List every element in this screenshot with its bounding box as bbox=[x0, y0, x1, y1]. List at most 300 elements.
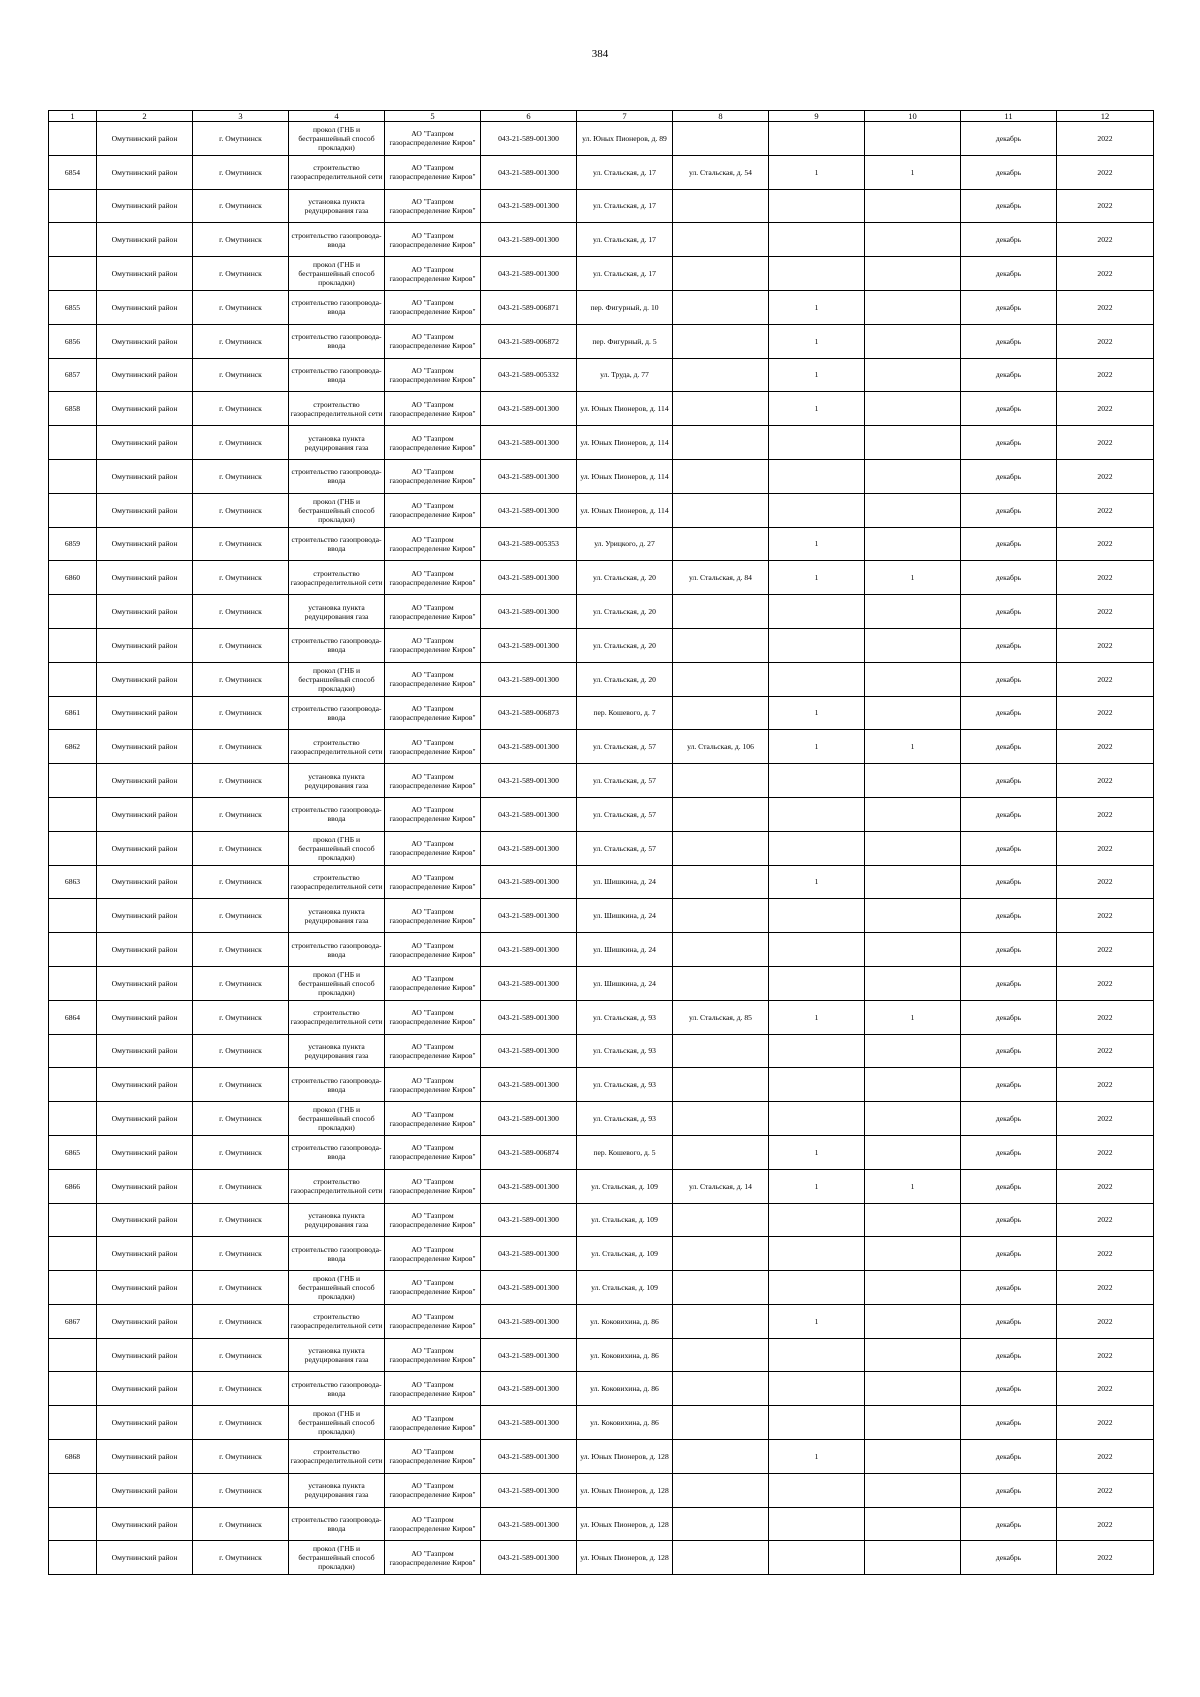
table-cell-col-12: 2022 bbox=[1057, 223, 1154, 257]
table-cell-col-3: г. Омутнинск bbox=[193, 1304, 289, 1338]
table-cell-col-8 bbox=[673, 1203, 769, 1237]
table-cell-col-6: 043-21-589-001300 bbox=[481, 459, 577, 493]
table-cell-col-6: 043-21-589-001300 bbox=[481, 1000, 577, 1034]
table-cell-col-8 bbox=[673, 459, 769, 493]
table-cell-col-8 bbox=[673, 865, 769, 899]
table-cell-col-7: ул. Стальская, д. 17 bbox=[577, 189, 673, 223]
table-cell-col-11: декабрь bbox=[961, 561, 1057, 595]
table-cell-col-12: 2022 bbox=[1057, 1102, 1154, 1136]
table-cell-col-1 bbox=[49, 223, 97, 257]
table-cell-col-4: строительство газораспределительной сети bbox=[289, 865, 385, 899]
table-row bbox=[49, 1338, 1154, 1372]
table-cell-col-7: ул. Юных Пионеров, д. 89 bbox=[577, 122, 673, 156]
table-cell-col-1: 6863 bbox=[49, 865, 97, 899]
table-cell-col-11: декабрь bbox=[961, 1169, 1057, 1203]
table-cell-col-6: 043-21-589-001300 bbox=[481, 1034, 577, 1068]
table-cell-col-3: г. Омутнинск bbox=[193, 459, 289, 493]
table-cell-col-6: 043-21-589-006874 bbox=[481, 1135, 577, 1169]
table-cell-col-4: строительство газораспределительной сети bbox=[289, 730, 385, 764]
table-cell-col-6: 043-21-589-001300 bbox=[481, 561, 577, 595]
table-cell-col-7: ул. Стальская, д. 109 bbox=[577, 1169, 673, 1203]
column-header-5: 5 bbox=[385, 111, 481, 122]
table-cell-col-12: 2022 bbox=[1057, 1507, 1154, 1541]
table-row bbox=[49, 392, 1154, 426]
table-cell-col-4: установка пункта редуцирования газа bbox=[289, 595, 385, 629]
table-cell-col-6: 043-21-589-005353 bbox=[481, 527, 577, 561]
table-cell-col-11: декабрь bbox=[961, 662, 1057, 696]
table-cell-col-7: ул. Коковихина, д. 86 bbox=[577, 1372, 673, 1406]
table-cell-col-4: прокол (ГНБ и бестраншейный способ прокладки) bbox=[289, 122, 385, 156]
table-cell-col-10 bbox=[865, 493, 961, 527]
table-cell-col-1: 6868 bbox=[49, 1440, 97, 1474]
table-cell-col-10 bbox=[865, 1440, 961, 1474]
table-cell-col-8 bbox=[673, 696, 769, 730]
table-cell-col-4: установка пункта редуцирования газа bbox=[289, 1473, 385, 1507]
table-cell-col-6: 043-21-589-001300 bbox=[481, 628, 577, 662]
table-cell-col-11: декабрь bbox=[961, 122, 1057, 156]
table-row bbox=[49, 561, 1154, 595]
page-number: 384 bbox=[591, 48, 609, 60]
table-row bbox=[49, 764, 1154, 798]
table-cell-col-4: строительство газораспределительной сети bbox=[289, 1440, 385, 1474]
table-cell-col-10 bbox=[865, 459, 961, 493]
table-cell-col-8: ул. Стальская, д. 84 bbox=[673, 561, 769, 595]
table-cell-col-6: 043-21-589-001300 bbox=[481, 797, 577, 831]
table-cell-col-7: пер. Кошевого, д. 5 bbox=[577, 1135, 673, 1169]
table-cell-col-6: 043-21-589-001300 bbox=[481, 189, 577, 223]
table-cell-col-3: г. Омутнинск bbox=[193, 1406, 289, 1440]
column-header-10: 10 bbox=[865, 111, 961, 122]
table-cell-col-1: 6867 bbox=[49, 1304, 97, 1338]
table-cell-col-12: 2022 bbox=[1057, 1338, 1154, 1372]
table-cell-col-10 bbox=[865, 1271, 961, 1305]
table-cell-col-12: 2022 bbox=[1057, 1440, 1154, 1474]
table-cell-col-4: строительство газопровода-ввода bbox=[289, 933, 385, 967]
table-cell-col-1 bbox=[49, 933, 97, 967]
table-cell-col-8 bbox=[673, 1507, 769, 1541]
table-cell-col-7: ул. Юных Пионеров, д. 114 bbox=[577, 493, 673, 527]
table-cell-col-10 bbox=[865, 1507, 961, 1541]
table-cell-col-4: строительство газораспределительной сети bbox=[289, 1304, 385, 1338]
table-cell-col-2: Омутнинский район bbox=[97, 1406, 193, 1440]
table-cell-col-8 bbox=[673, 189, 769, 223]
table-cell-col-1 bbox=[49, 1203, 97, 1237]
table-row bbox=[49, 797, 1154, 831]
table-cell-col-11: декабрь bbox=[961, 527, 1057, 561]
header-row bbox=[49, 111, 1154, 122]
table-cell-col-12: 2022 bbox=[1057, 899, 1154, 933]
table-cell-col-11: декабрь bbox=[961, 628, 1057, 662]
table-cell-col-7: ул. Юных Пионеров, д. 128 bbox=[577, 1541, 673, 1575]
table-cell-col-6: 043-21-589-001300 bbox=[481, 1102, 577, 1136]
table-cell-col-1 bbox=[49, 257, 97, 291]
table-cell-col-9: 1 bbox=[769, 1000, 865, 1034]
table-cell-col-6: 043-21-589-001300 bbox=[481, 1203, 577, 1237]
table-cell-col-10: 1 bbox=[865, 561, 961, 595]
table-cell-col-1 bbox=[49, 662, 97, 696]
table-cell-col-3: г. Омутнинск bbox=[193, 155, 289, 189]
table-cell-col-12: 2022 bbox=[1057, 257, 1154, 291]
table-cell-col-5: АО "Газпром газораспределение Киров" bbox=[385, 662, 481, 696]
table-cell-col-4: установка пункта редуцирования газа bbox=[289, 1203, 385, 1237]
table-cell-col-4: строительство газопровода-ввода bbox=[289, 459, 385, 493]
table-cell-col-3: г. Омутнинск bbox=[193, 1135, 289, 1169]
table-cell-col-12: 2022 bbox=[1057, 426, 1154, 460]
table-cell-col-11: декабрь bbox=[961, 324, 1057, 358]
table-cell-col-4: прокол (ГНБ и бестраншейный способ прокладки) bbox=[289, 966, 385, 1000]
table-row bbox=[49, 831, 1154, 865]
table-cell-col-2: Омутнинский район bbox=[97, 966, 193, 1000]
table-cell-col-5: АО "Газпром газораспределение Киров" bbox=[385, 155, 481, 189]
table-cell-col-6: 043-21-589-001300 bbox=[481, 1338, 577, 1372]
table-cell-col-8 bbox=[673, 1271, 769, 1305]
table-cell-col-9 bbox=[769, 1237, 865, 1271]
table-cell-col-6: 043-21-589-001300 bbox=[481, 1304, 577, 1338]
table-cell-col-5: АО "Газпром газораспределение Киров" bbox=[385, 290, 481, 324]
table-cell-col-5: АО "Газпром газораспределение Киров" bbox=[385, 628, 481, 662]
column-header-9: 9 bbox=[769, 111, 865, 122]
table-cell-col-6: 043-21-589-001300 bbox=[481, 1406, 577, 1440]
table-cell-col-9 bbox=[769, 764, 865, 798]
table-cell-col-3: г. Омутнинск bbox=[193, 730, 289, 764]
table-cell-col-3: г. Омутнинск bbox=[193, 122, 289, 156]
table-cell-col-8: ул. Стальская, д. 14 bbox=[673, 1169, 769, 1203]
table-cell-col-10 bbox=[865, 696, 961, 730]
table-cell-col-11: декабрь bbox=[961, 1068, 1057, 1102]
table-cell-col-8 bbox=[673, 628, 769, 662]
table-cell-col-5: АО "Газпром газораспределение Киров" bbox=[385, 324, 481, 358]
table-cell-col-7: ул. Шишкина, д. 24 bbox=[577, 899, 673, 933]
table-cell-col-5: АО "Газпром газораспределение Киров" bbox=[385, 1237, 481, 1271]
table-cell-col-10 bbox=[865, 1034, 961, 1068]
table-cell-col-7: ул. Стальская, д. 57 bbox=[577, 831, 673, 865]
table-cell-col-11: декабрь bbox=[961, 189, 1057, 223]
table-cell-col-1: 6865 bbox=[49, 1135, 97, 1169]
table-cell-col-9: 1 bbox=[769, 155, 865, 189]
table-cell-col-7: ул. Стальская, д. 93 bbox=[577, 1034, 673, 1068]
table-cell-col-4: строительство газопровода-ввода bbox=[289, 358, 385, 392]
table-cell-col-4: установка пункта редуцирования газа bbox=[289, 1034, 385, 1068]
table-row bbox=[49, 1135, 1154, 1169]
table-cell-col-1 bbox=[49, 899, 97, 933]
table-cell-col-2: Омутнинский район bbox=[97, 831, 193, 865]
table-cell-col-9 bbox=[769, 189, 865, 223]
table-cell-col-3: г. Омутнинск bbox=[193, 1372, 289, 1406]
table-cell-col-7: ул. Юных Пионеров, д. 128 bbox=[577, 1473, 673, 1507]
table-cell-col-7: ул. Урицкого, д. 27 bbox=[577, 527, 673, 561]
table-cell-col-10 bbox=[865, 122, 961, 156]
table-row bbox=[49, 899, 1154, 933]
table-cell-col-12: 2022 bbox=[1057, 1406, 1154, 1440]
table-cell-col-11: декабрь bbox=[961, 865, 1057, 899]
table-cell-col-12: 2022 bbox=[1057, 966, 1154, 1000]
table-cell-col-1 bbox=[49, 1102, 97, 1136]
table-cell-col-5: АО "Газпром газораспределение Киров" bbox=[385, 426, 481, 460]
table-cell-col-6: 043-21-589-001300 bbox=[481, 493, 577, 527]
table-cell-col-12: 2022 bbox=[1057, 1372, 1154, 1406]
table-cell-col-5: АО "Газпром газораспределение Киров" bbox=[385, 1541, 481, 1575]
table-cell-col-10 bbox=[865, 1372, 961, 1406]
table-cell-col-11: декабрь bbox=[961, 1034, 1057, 1068]
table-cell-col-1 bbox=[49, 1507, 97, 1541]
table-row bbox=[49, 358, 1154, 392]
table-cell-col-11: декабрь bbox=[961, 1440, 1057, 1474]
table-cell-col-6: 043-21-589-001300 bbox=[481, 122, 577, 156]
table-cell-col-10 bbox=[865, 1541, 961, 1575]
table-cell-col-8 bbox=[673, 426, 769, 460]
table-cell-col-8 bbox=[673, 324, 769, 358]
table-cell-col-12: 2022 bbox=[1057, 865, 1154, 899]
table-cell-col-10 bbox=[865, 595, 961, 629]
table-cell-col-1: 6862 bbox=[49, 730, 97, 764]
table-cell-col-12: 2022 bbox=[1057, 764, 1154, 798]
table-cell-col-11: декабрь bbox=[961, 966, 1057, 1000]
table-cell-col-5: АО "Газпром газораспределение Киров" bbox=[385, 392, 481, 426]
table-cell-col-8: ул. Стальская, д. 85 bbox=[673, 1000, 769, 1034]
table-row bbox=[49, 730, 1154, 764]
table-cell-col-4: установка пункта редуцирования газа bbox=[289, 426, 385, 460]
table-cell-col-11: декабрь bbox=[961, 1271, 1057, 1305]
table-cell-col-8 bbox=[673, 595, 769, 629]
table-cell-col-4: прокол (ГНБ и бестраншейный способ прокладки) bbox=[289, 257, 385, 291]
table-cell-col-1: 6861 bbox=[49, 696, 97, 730]
table-cell-col-7: ул. Шишкина, д. 24 bbox=[577, 865, 673, 899]
table-cell-col-1 bbox=[49, 459, 97, 493]
table-row bbox=[49, 696, 1154, 730]
table-cell-col-9 bbox=[769, 1507, 865, 1541]
table-cell-col-2: Омутнинский район bbox=[97, 865, 193, 899]
table-cell-col-2: Омутнинский район bbox=[97, 122, 193, 156]
table-cell-col-12: 2022 bbox=[1057, 459, 1154, 493]
table-cell-col-2: Омутнинский район bbox=[97, 324, 193, 358]
table-cell-col-6: 043-21-589-001300 bbox=[481, 899, 577, 933]
table-cell-col-9: 1 bbox=[769, 865, 865, 899]
table-cell-col-8 bbox=[673, 1440, 769, 1474]
table-cell-col-4: строительство газопровода-ввода bbox=[289, 223, 385, 257]
table-cell-col-6: 043-21-589-006872 bbox=[481, 324, 577, 358]
table-cell-col-9 bbox=[769, 831, 865, 865]
table-cell-col-9: 1 bbox=[769, 696, 865, 730]
table-row bbox=[49, 122, 1154, 156]
table-row bbox=[49, 662, 1154, 696]
table-cell-col-1 bbox=[49, 1473, 97, 1507]
table-cell-col-8 bbox=[673, 257, 769, 291]
table-cell-col-9 bbox=[769, 1203, 865, 1237]
table-cell-col-6: 043-21-589-006871 bbox=[481, 290, 577, 324]
table-cell-col-9: 1 bbox=[769, 1135, 865, 1169]
table-header bbox=[49, 111, 1154, 122]
table-cell-col-4: установка пункта редуцирования газа bbox=[289, 899, 385, 933]
table-cell-col-8 bbox=[673, 527, 769, 561]
table-cell-col-8 bbox=[673, 933, 769, 967]
table-cell-col-12: 2022 bbox=[1057, 155, 1154, 189]
table-cell-col-2: Омутнинский район bbox=[97, 155, 193, 189]
table-row bbox=[49, 1034, 1154, 1068]
table-cell-col-12: 2022 bbox=[1057, 527, 1154, 561]
table-cell-col-8 bbox=[673, 1406, 769, 1440]
table-cell-col-6: 043-21-589-005332 bbox=[481, 358, 577, 392]
table-cell-col-8 bbox=[673, 223, 769, 257]
table-cell-col-6: 043-21-589-001300 bbox=[481, 392, 577, 426]
table-cell-col-5: АО "Газпром газораспределение Киров" bbox=[385, 1473, 481, 1507]
table-cell-col-11: декабрь bbox=[961, 426, 1057, 460]
table-cell-col-4: строительство газопровода-ввода bbox=[289, 1068, 385, 1102]
table-cell-col-10 bbox=[865, 426, 961, 460]
table-cell-col-3: г. Омутнинск bbox=[193, 696, 289, 730]
column-header-6: 6 bbox=[481, 111, 577, 122]
table-cell-col-2: Омутнинский район bbox=[97, 1034, 193, 1068]
table-cell-col-12: 2022 bbox=[1057, 1541, 1154, 1575]
table-cell-col-10 bbox=[865, 966, 961, 1000]
table-cell-col-10 bbox=[865, 1473, 961, 1507]
table-row bbox=[49, 1440, 1154, 1474]
table-cell-col-4: установка пункта редуцирования газа bbox=[289, 1338, 385, 1372]
table-cell-col-3: г. Омутнинск bbox=[193, 189, 289, 223]
table-cell-col-11: декабрь bbox=[961, 1304, 1057, 1338]
table-row bbox=[49, 459, 1154, 493]
table-cell-col-1: 6864 bbox=[49, 1000, 97, 1034]
table-cell-col-5: АО "Газпром газораспределение Киров" bbox=[385, 1135, 481, 1169]
table-cell-col-10 bbox=[865, 764, 961, 798]
table-cell-col-5: АО "Газпром газораспределение Киров" bbox=[385, 865, 481, 899]
table-cell-col-6: 043-21-589-001300 bbox=[481, 865, 577, 899]
table-cell-col-9 bbox=[769, 662, 865, 696]
table-cell-col-6: 043-21-589-001300 bbox=[481, 1237, 577, 1271]
table-cell-col-1: 6856 bbox=[49, 324, 97, 358]
table-cell-col-10 bbox=[865, 1237, 961, 1271]
table-cell-col-6: 043-21-589-001300 bbox=[481, 1440, 577, 1474]
table-cell-col-1 bbox=[49, 1034, 97, 1068]
table-cell-col-4: строительство газораспределительной сети bbox=[289, 155, 385, 189]
table-cell-col-9 bbox=[769, 1271, 865, 1305]
table-cell-col-6: 043-21-589-001300 bbox=[481, 1541, 577, 1575]
table-cell-col-5: АО "Газпром газораспределение Киров" bbox=[385, 1203, 481, 1237]
table-cell-col-3: г. Омутнинск bbox=[193, 426, 289, 460]
table-cell-col-2: Омутнинский район bbox=[97, 426, 193, 460]
table-cell-col-1: 6858 bbox=[49, 392, 97, 426]
table-cell-col-1 bbox=[49, 1338, 97, 1372]
table-row bbox=[49, 1372, 1154, 1406]
table-row bbox=[49, 527, 1154, 561]
table-cell-col-10 bbox=[865, 257, 961, 291]
table-cell-col-7: ул. Коковихина, д. 86 bbox=[577, 1338, 673, 1372]
table-cell-col-3: г. Омутнинск bbox=[193, 1000, 289, 1034]
table-cell-col-3: г. Омутнинск bbox=[193, 1034, 289, 1068]
table-cell-col-7: пер. Фигурный, д. 5 bbox=[577, 324, 673, 358]
table-cell-col-5: АО "Газпром газораспределение Киров" bbox=[385, 561, 481, 595]
table-cell-col-9 bbox=[769, 1541, 865, 1575]
table-cell-col-1: 6857 bbox=[49, 358, 97, 392]
table-cell-col-2: Омутнинский район bbox=[97, 1237, 193, 1271]
table-cell-col-6: 043-21-589-001300 bbox=[481, 595, 577, 629]
table-cell-col-1: 6855 bbox=[49, 290, 97, 324]
table-row bbox=[49, 1406, 1154, 1440]
table-cell-col-1 bbox=[49, 1541, 97, 1575]
table-cell-col-10: 1 bbox=[865, 155, 961, 189]
table-cell-col-12: 2022 bbox=[1057, 831, 1154, 865]
table-cell-col-9: 1 bbox=[769, 1304, 865, 1338]
table-cell-col-10: 1 bbox=[865, 730, 961, 764]
table-cell-col-6: 043-21-589-001300 bbox=[481, 966, 577, 1000]
table-cell-col-5: АО "Газпром газораспределение Киров" bbox=[385, 1338, 481, 1372]
table-cell-col-7: ул. Коковихина, д. 86 bbox=[577, 1304, 673, 1338]
table-cell-col-3: г. Омутнинск bbox=[193, 831, 289, 865]
table-cell-col-12: 2022 bbox=[1057, 1068, 1154, 1102]
table-row bbox=[49, 595, 1154, 629]
table-row bbox=[49, 865, 1154, 899]
table-cell-col-3: г. Омутнинск bbox=[193, 1203, 289, 1237]
table-cell-col-10 bbox=[865, 290, 961, 324]
table-cell-col-4: строительство газораспределительной сети bbox=[289, 1169, 385, 1203]
table-cell-col-5: АО "Газпром газораспределение Киров" bbox=[385, 730, 481, 764]
table-cell-col-11: декабрь bbox=[961, 1135, 1057, 1169]
table-cell-col-7: ул. Стальская, д. 109 bbox=[577, 1237, 673, 1271]
table-cell-col-10 bbox=[865, 628, 961, 662]
table-cell-col-12: 2022 bbox=[1057, 189, 1154, 223]
table-cell-col-12: 2022 bbox=[1057, 595, 1154, 629]
table-cell-col-9 bbox=[769, 628, 865, 662]
table-cell-col-7: ул. Юных Пионеров, д. 114 bbox=[577, 426, 673, 460]
table-cell-col-9 bbox=[769, 1406, 865, 1440]
table-cell-col-5: АО "Газпром газораспределение Киров" bbox=[385, 223, 481, 257]
table-cell-col-11: декабрь bbox=[961, 290, 1057, 324]
table-cell-col-4: установка пункта редуцирования газа bbox=[289, 764, 385, 798]
table-cell-col-9: 1 bbox=[769, 290, 865, 324]
table-cell-col-5: АО "Газпром газораспределение Киров" bbox=[385, 527, 481, 561]
table-cell-col-1 bbox=[49, 831, 97, 865]
table-cell-col-5: АО "Газпром газораспределение Киров" bbox=[385, 1372, 481, 1406]
table-cell-col-8 bbox=[673, 1237, 769, 1271]
table-cell-col-4: строительство газопровода-ввода bbox=[289, 527, 385, 561]
table-cell-col-2: Омутнинский район bbox=[97, 392, 193, 426]
table-cell-col-7: ул. Стальская, д. 17 bbox=[577, 155, 673, 189]
table-cell-col-12: 2022 bbox=[1057, 1473, 1154, 1507]
table-cell-col-9: 1 bbox=[769, 324, 865, 358]
table-cell-col-2: Омутнинский район bbox=[97, 797, 193, 831]
table-cell-col-8 bbox=[673, 122, 769, 156]
table-cell-col-4: строительство газопровода-ввода bbox=[289, 324, 385, 358]
table-cell-col-1: 6859 bbox=[49, 527, 97, 561]
table-cell-col-11: декабрь bbox=[961, 730, 1057, 764]
table-cell-col-11: декабрь bbox=[961, 1473, 1057, 1507]
table-cell-col-8 bbox=[673, 966, 769, 1000]
table-cell-col-9 bbox=[769, 459, 865, 493]
table-cell-col-2: Омутнинский район bbox=[97, 257, 193, 291]
table-cell-col-2: Омутнинский район bbox=[97, 1102, 193, 1136]
table-cell-col-2: Омутнинский район bbox=[97, 1372, 193, 1406]
table-cell-col-10 bbox=[865, 1203, 961, 1237]
table-cell-col-2: Омутнинский район bbox=[97, 561, 193, 595]
table-cell-col-8 bbox=[673, 831, 769, 865]
table-cell-col-7: ул. Коковихина, д. 86 bbox=[577, 1406, 673, 1440]
table-cell-col-5: АО "Газпром газораспределение Киров" bbox=[385, 122, 481, 156]
table-cell-col-3: г. Омутнинск bbox=[193, 392, 289, 426]
table-cell-col-7: ул. Стальская, д. 93 bbox=[577, 1000, 673, 1034]
table-cell-col-4: прокол (ГНБ и бестраншейный способ прокладки) bbox=[289, 493, 385, 527]
table-cell-col-11: декабрь bbox=[961, 223, 1057, 257]
table-cell-col-5: АО "Газпром газораспределение Киров" bbox=[385, 1406, 481, 1440]
table-cell-col-6: 043-21-589-001300 bbox=[481, 662, 577, 696]
table-cell-col-1 bbox=[49, 764, 97, 798]
table-row bbox=[49, 324, 1154, 358]
table-cell-col-7: пер. Фигурный, д. 10 bbox=[577, 290, 673, 324]
table-cell-col-7: ул. Стальская, д. 109 bbox=[577, 1203, 673, 1237]
table-row bbox=[49, 1068, 1154, 1102]
table-cell-col-10 bbox=[865, 1102, 961, 1136]
table-cell-col-8 bbox=[673, 290, 769, 324]
table-cell-col-2: Омутнинский район bbox=[97, 1440, 193, 1474]
column-header-1: 1 bbox=[49, 111, 97, 122]
